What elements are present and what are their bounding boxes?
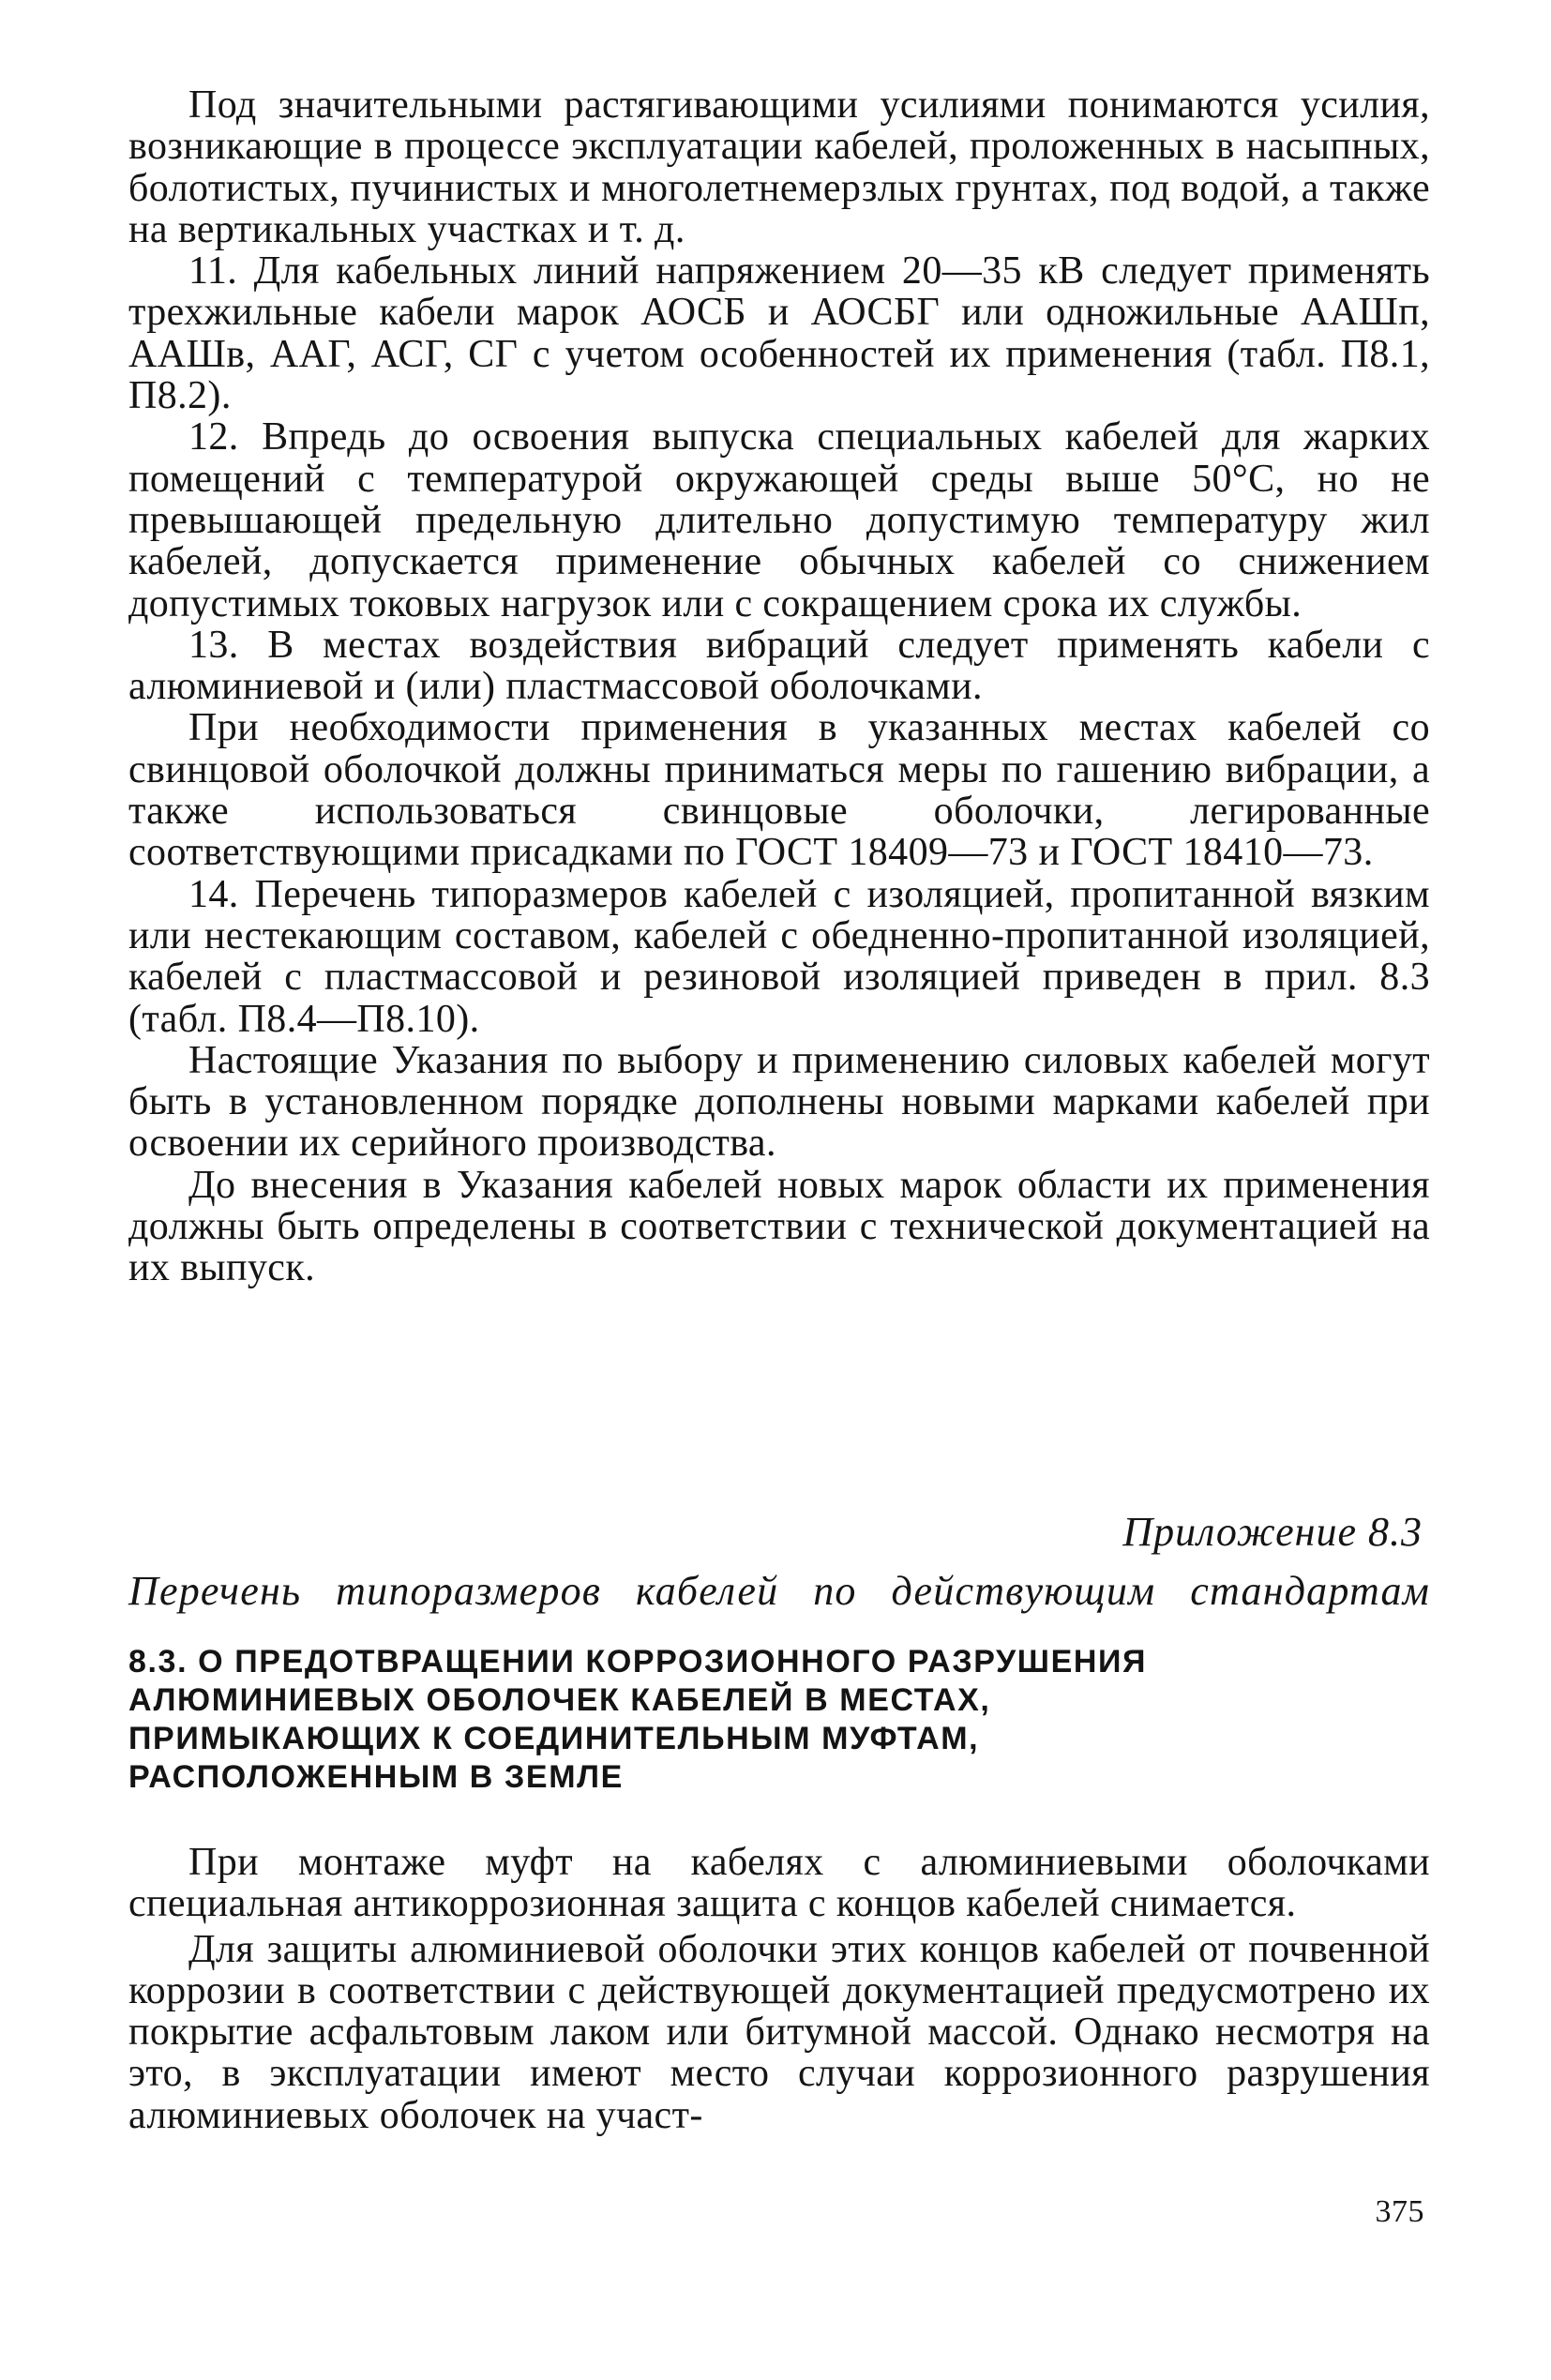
- section-heading-line: РАСПОЛОЖЕННЫМ В ЗЕМЛЕ: [128, 1759, 624, 1795]
- paragraph-item-13: 13. В местах воздействия вибраций следует применять кабели с алюминиевой и (или) пластмассовой оболочками.: [128, 623, 1430, 709]
- section-heading: [128, 1643, 1348, 1797]
- bottom-text-block: [128, 1842, 1430, 2136]
- paragraph-item-12: 12. Впредь до освоения выпуска специальных кабелей для жарких помещений с температурой окружающей среды выше 50°С, но не превышающей предельную длительно допустимую температуру жил кабелей, допускается применение обычных кабелей со снижением допустимых токовых нагрузок или с сокращением срока их службы.: [128, 415, 1430, 625]
- appendix-title: Перечень типоразмеров кабелей по действующим стандартам: [128, 1568, 1430, 1614]
- paragraph-item-11: 11. Для кабельных линий напряжением 20—35 кВ следует применять трехжильные кабели марок АОСБ и АОСБГ или одножильные ААШп, ААШв, ААГ, АСГ, СГ с учетом особенностей их применения (табл. П8.1, П8.2).: [128, 249, 1430, 418]
- page-number: 375: [1375, 2194, 1424, 2229]
- paragraph-lead-sheath: При необходимости применения в указанных местах кабелей со свинцовой оболочкой должны приниматься меры по гашению вибрации, а также использоваться свинцовые оболочки, легированные соответствующими присадками по ГОСТ 18409—73 и ГОСТ 18410—73.: [128, 706, 1430, 875]
- section-heading-line: ПРИМЫКАЮЩИХ К СОЕДИНИТЕЛЬНЫМ МУФТАМ,: [128, 1721, 980, 1756]
- paragraph-mounting: При монтаже муфт на кабелях с алюминиевыми оболочками специальная антикоррозионная защита с концов кабелей снимается.: [128, 1841, 1430, 1926]
- paragraph-item-14: 14. Перечень типоразмеров кабелей с изоляцией, пропитанной вязким или нестекающим составом, кабелей с обедненно-пропитанной изоляцией, кабелей с пластмассовой и резиновой изоляцией приведен в прил. 8.3 (табл. П8.4—П8.10).: [128, 872, 1430, 1041]
- paragraph-supplement: Настоящие Указания по выбору и применению силовых кабелей могут быть в установленном порядке дополнены новыми марками кабелей при освоении их серийного производства.: [128, 1038, 1430, 1166]
- section-heading-line: 8.3. О ПРЕДОТВРАЩЕНИИ КОРРОЗИОННОГО РАЗРУШЕНИЯ: [128, 1644, 1148, 1680]
- section-heading-line: АЛЮМИНИЕВЫХ ОБОЛОЧЕК КАБЕЛЕЙ В МЕСТАХ,: [128, 1682, 991, 1718]
- appendix-label: Приложение 8.3: [1122, 1509, 1423, 1555]
- paragraph-new-brands: До внесения в Указания кабелей новых марок области их применения должны быть определены в соответствии с технической документацией на их выпуск.: [128, 1163, 1430, 1290]
- top-text-block: [128, 84, 1430, 1289]
- paragraph-tensile-forces: Под значительными растягивающими усилиями понимаются усилия, возникающие в процессе эксплуатации кабелей, проложенных в насыпных, болотистых, пучинистых и многолетнемерзлых грунтах, под водой, а также на вертикальных участках и т. д.: [128, 83, 1430, 251]
- paragraph-protection: Для защиты алюминиевой оболочки этих концов кабелей от почвенной коррозии в соответствии с действующей документацией предусмотрено их покрытие асфальтовым лаком или битумной массой. Однако несмотря на это, в эксплуатации имеют место случаи коррозионного разрушения алюминиевых оболочек на участ-: [128, 1927, 1430, 2137]
